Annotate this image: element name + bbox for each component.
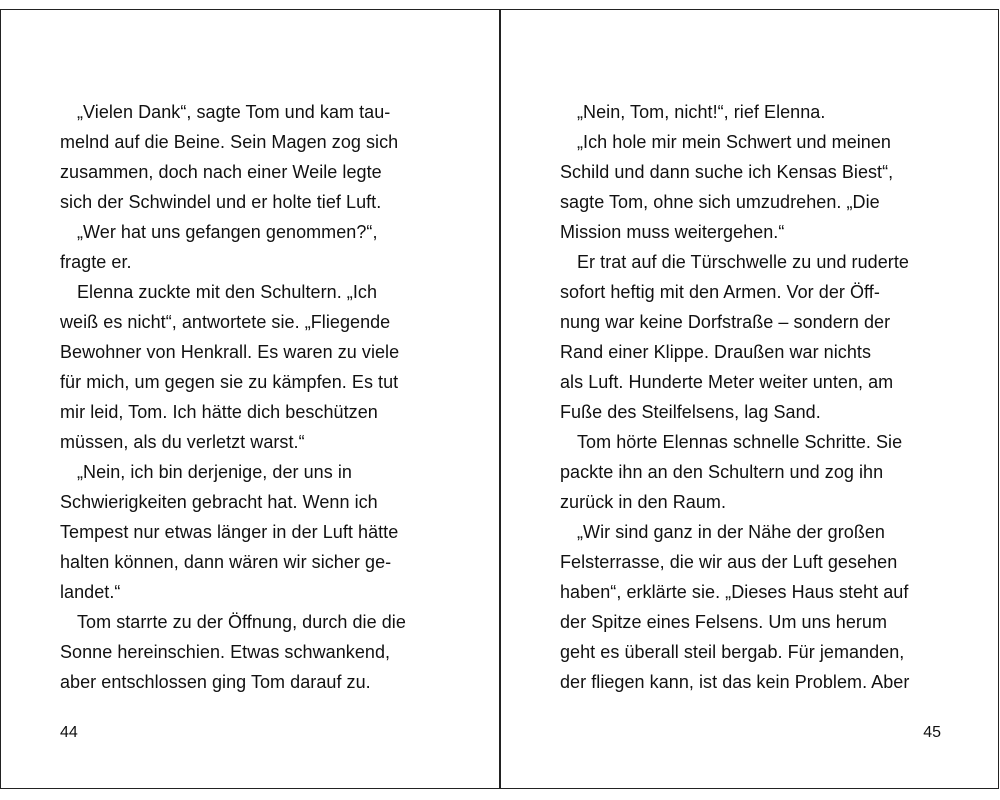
text-line: „Vielen Dank“, sagte Tom und kam tau- <box>77 102 391 122</box>
text-line: Schild und dann suche ich Kensas Biest“, <box>560 162 894 182</box>
text-line: für mich, um gegen sie zu kämpfen. Es tut <box>60 372 399 392</box>
text-line: geht es überall steil bergab. Für jemanden, <box>560 642 905 662</box>
text-line: aber entschlossen ging Tom darauf zu. <box>60 672 371 692</box>
text-line: Felsterrasse, die wir aus der Luft gesehen <box>560 552 898 572</box>
text-line: Sonne hereinschien. Etwas schwankend, <box>60 642 391 662</box>
text-line: „Wer hat uns gefangen genommen?“, <box>77 222 378 242</box>
text-line: Tempest nur etwas länger in der Luft hätte <box>60 522 399 542</box>
text-line: der Spitze eines Felsens. Um uns herum <box>560 612 888 632</box>
text-line: fragte er. <box>60 252 132 272</box>
text-line: Fuße des Steilfelsens, lag Sand. <box>560 402 821 422</box>
text-line: weiß es nicht“, antwortete sie. „Fliegende <box>60 312 391 332</box>
text-line: sich der Schwindel und er holte tief Luft. <box>60 192 382 212</box>
text-line: als Luft. Hunderte Meter weiter unten, am <box>560 372 894 392</box>
text-line: Rand einer Klippe. Draußen war nichts <box>560 342 872 362</box>
text-line: sagte Tom, ohne sich umzudrehen. „Die <box>560 192 880 212</box>
text-line: Tom hörte Elennas schnelle Schritte. Sie <box>577 432 903 452</box>
text-line: „Nein, ich bin derjenige, der uns in <box>77 462 352 482</box>
right-page-text <box>560 97 960 697</box>
page-number: 45 <box>923 724 941 741</box>
text-line: mir leid, Tom. Ich hätte dich beschützen <box>60 402 378 422</box>
left-page-text <box>60 97 460 697</box>
text-line: packte ihn an den Schultern und zog ihn <box>560 462 884 482</box>
text-line: „Ich hole mir mein Schwert und meinen <box>577 132 891 152</box>
text-line: halten können, dann wären wir sicher ge- <box>60 552 392 572</box>
page-number: 44 <box>60 724 78 741</box>
text-line: Mission muss weitergehen.“ <box>560 222 785 242</box>
text-line: nung war keine Dorfstraße – sondern der <box>560 312 891 332</box>
right-page <box>501 0 1000 800</box>
text-line: melnd auf die Beine. Sein Magen zog sich <box>60 132 399 152</box>
text-line: haben“, erklärte sie. „Dieses Haus steht auf <box>560 582 909 602</box>
text-line: Tom starrte zu der Öffnung, durch die die <box>77 612 406 632</box>
text-line: Elenna zuckte mit den Schultern. „Ich <box>77 282 378 302</box>
text-line: zurück in den Raum. <box>560 492 727 512</box>
text-line: Er trat auf die Türschwelle zu und ruderte <box>577 252 909 272</box>
text-line: „Wir sind ganz in der Nähe der großen <box>577 522 885 542</box>
text-line: Schwierigkeiten gebracht hat. Wenn ich <box>60 492 378 512</box>
text-line: Bewohner von Henkrall. Es waren zu viele <box>60 342 400 362</box>
text-line: der fliegen kann, ist das kein Problem. Aber <box>560 672 910 692</box>
text-line: zusammen, doch nach einer Weile legte <box>60 162 382 182</box>
text-line: müssen, als du verletzt warst.“ <box>60 432 305 452</box>
text-line: landet.“ <box>60 582 121 602</box>
left-page <box>0 0 499 800</box>
text-line: sofort heftig mit den Armen. Vor der Öff- <box>560 282 880 302</box>
text-line: „Nein, Tom, nicht!“, rief Elenna. <box>577 102 826 122</box>
